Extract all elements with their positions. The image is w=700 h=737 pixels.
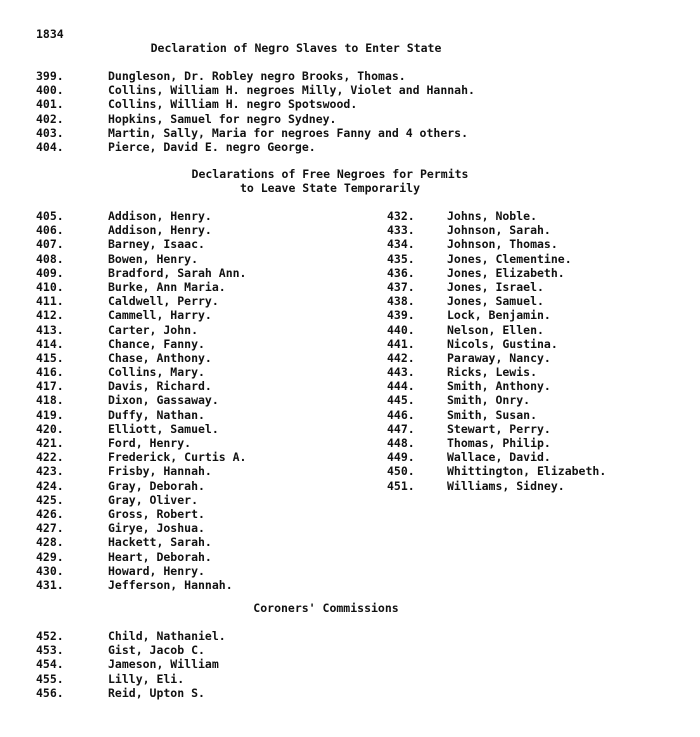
list-item [36,351,246,365]
list-item [36,479,246,493]
entry-number: 400. [36,83,64,98]
list-item [387,422,606,436]
entry-text: Heart, Deborah. [108,549,212,564]
list-item [387,280,606,294]
entry-text: Whittington, Elizabeth. [447,464,607,479]
section3-heading: Coroners' Commissions [253,601,399,615]
entry-number: 455. [36,671,64,686]
entry-number: 443. [387,365,415,380]
entry-number: 408. [36,251,64,266]
entry-number: 421. [36,436,64,450]
entry-text: Hopkins, Samuel for negro Sydney. [108,111,337,126]
entry-text: Paraway, Nancy. [447,350,551,365]
entry-text: Smith, Susan. [447,407,538,422]
entry-text: Burke, Ann Maria. [108,279,226,294]
list-item [387,464,606,478]
entry-text: Lilly, Eli. [108,671,185,686]
entry-number: 442. [387,350,415,365]
entry-text: Dungleson, Dr. Robley negro Brooks, Thomas. [108,69,406,83]
entry-text: Elliott, Samuel. [108,421,219,436]
list-item [36,126,475,140]
entry-text: Hackett, Sarah. [108,535,212,550]
entry-number: 403. [36,125,64,140]
list-item [36,564,246,578]
entry-number: 404. [36,139,64,154]
entry-number: 447. [387,421,415,436]
entry-text: Smith, Onry. [447,393,531,408]
entry-number: 440. [387,322,415,337]
entry-text: Pierce, David E. negro George. [108,139,316,154]
list-item [36,507,246,521]
list-item [36,408,246,422]
entry-text: Jones, Israel. [447,279,544,294]
entry-text: Jameson, William [108,657,219,672]
list-item [36,436,246,450]
entry-number: 444. [387,379,415,394]
list-item [36,643,226,657]
list-item [36,550,246,564]
list-item [36,422,246,436]
entry-number: 406. [36,223,64,238]
entry-text: Smith, Anthony. [447,379,551,394]
entry-number: 433. [387,223,415,238]
list-item [387,266,606,280]
entry-number: 446. [387,407,415,422]
entry-text: Child, Nathaniel. [108,629,226,643]
entry-text: Jefferson, Hannah. [108,577,233,592]
entry-number: 429. [36,549,64,564]
entry-text: Collins, William H. negroes Milly, Violet and Hannah. [108,83,475,98]
list-item [36,493,246,507]
entry-number: 426. [36,506,64,521]
entry-text: Duffy, Nathan. [108,407,205,422]
list-item [387,223,606,237]
entry-text: Martin, Sally, Maria for negroes Fanny and 4 others. [108,125,469,140]
list-item [36,672,226,686]
list-item [387,436,606,450]
entry-text: Johnson, Sarah. [447,223,551,238]
entry-number: 413. [36,322,64,337]
entry-text: Johnson, Thomas. [447,237,558,252]
list-item [36,280,246,294]
entry-number: 423. [36,464,64,479]
entry-text: Addison, Henry. [108,209,212,223]
entry-text: Addison, Henry. [108,223,212,238]
list-item [36,365,246,379]
entry-text: Jones, Clementine. [447,251,572,266]
list-item [36,464,246,478]
list-item [387,323,606,337]
entry-text: Gray, Oliver. [108,492,199,507]
entry-number: 453. [36,643,64,658]
list-item [36,140,475,154]
entry-number: 422. [36,450,64,465]
list-item [36,686,226,700]
list-item [36,209,246,223]
list-item [36,112,475,126]
entry-number: 416. [36,365,64,380]
entry-number: 402. [36,111,64,126]
entry-number: 454. [36,657,64,672]
entry-text: Barney, Isaac. [108,237,205,252]
list-item [36,535,246,549]
list-item [387,209,606,223]
list-item [36,629,226,643]
list-item [36,83,475,97]
entry-number: 409. [36,265,64,280]
list-item [387,237,606,251]
list-item [387,337,606,351]
entry-text: Chase, Anthony. [108,350,212,365]
entry-text: Davis, Richard. [108,379,212,394]
list-item [36,379,246,393]
entry-number: 451. [387,478,415,493]
list-item [387,393,606,407]
entry-number: 410. [36,279,64,294]
entry-text: Jones, Elizabeth. [447,265,565,280]
list-item [36,237,246,251]
entry-number: 435. [387,251,415,266]
entry-number: 424. [36,478,64,493]
section2-left-list [36,209,246,592]
entry-number: 419. [36,407,64,422]
list-item [387,408,606,422]
list-item [36,337,246,351]
entry-number: 437. [387,279,415,294]
list-item [36,97,475,111]
entry-number: 432. [387,209,415,223]
section1-list [36,69,475,154]
entry-text: Lock, Benjamin. [447,308,551,323]
entry-number: 417. [36,379,64,394]
page-year: 1834 [36,27,64,41]
entry-number: 434. [387,237,415,252]
entry-text: Jones, Samuel. [447,294,544,309]
section2-right-list [387,209,606,493]
list-item [36,521,246,535]
entry-number: 425. [36,492,64,507]
entry-number: 427. [36,521,64,536]
entry-text: Collins, William H. negro Spotswood. [108,97,358,112]
entry-text: Thomas, Philip. [447,436,551,450]
entry-number: 428. [36,535,64,550]
section3-list [36,629,226,700]
entry-text: Ricks, Lewis. [447,365,538,380]
entry-text: Collins, Mary. [108,365,205,380]
list-item [387,450,606,464]
section2-heading-line2: to Leave State Temporarily [239,181,420,195]
entry-text: Williams, Sidney. [447,478,565,493]
entry-number: 438. [387,294,415,309]
list-item [387,308,606,322]
section1-heading: Declaration of Negro Slaves to Enter State [150,41,442,55]
entry-number: 445. [387,393,415,408]
list-item [387,351,606,365]
entry-number: 411. [36,294,64,309]
entry-number: 414. [36,336,64,351]
list-item [36,323,246,337]
entry-text: Johns, Noble. [447,209,538,223]
section2-heading-line1: Declarations of Free Negroes for Permits [191,167,469,181]
entry-text: Ford, Henry. [108,436,192,450]
entry-text: Chance, Fanny. [108,336,205,351]
entry-text: Reid, Upton S. [108,685,205,700]
entry-text: Nicols, Gustina. [447,336,558,351]
entry-text: Bradford, Sarah Ann. [108,265,247,280]
entry-text: Frederick, Curtis A. [108,450,247,465]
list-item [387,365,606,379]
entry-number: 449. [387,450,415,465]
entry-number: 439. [387,308,415,323]
list-item [387,479,606,493]
entry-text: Girye, Joshua. [108,521,205,536]
entry-text: Bowen, Henry. [108,251,199,266]
entry-number: 441. [387,336,415,351]
entry-number: 430. [36,563,64,578]
entry-text: Gist, Jacob C. [108,643,205,658]
entry-number: 418. [36,393,64,408]
entry-number: 448. [387,436,415,450]
list-item [387,294,606,308]
entry-text: Howard, Henry. [108,563,205,578]
list-item [36,294,246,308]
entry-number: 431. [36,577,64,592]
entry-text: Carter, John. [108,322,199,337]
entry-number: 415. [36,350,64,365]
list-item [36,266,246,280]
list-item [36,450,246,464]
entry-number: 456. [36,685,64,700]
list-item [387,379,606,393]
list-item [36,657,226,671]
entry-number: 436. [387,265,415,280]
list-item [36,69,475,83]
list-item [387,252,606,266]
list-item [36,578,246,592]
entry-number: 399. [36,69,64,83]
entry-text: Stewart, Perry. [447,421,551,436]
entry-number: 412. [36,308,64,323]
entry-number: 420. [36,421,64,436]
list-item [36,252,246,266]
entry-text: Gray, Deborah. [108,478,205,493]
entry-number: 450. [387,464,415,479]
entry-number: 405. [36,209,64,223]
list-item [36,308,246,322]
entry-text: Wallace, David. [447,450,551,465]
entry-text: Caldwell, Perry. [108,294,219,309]
entry-text: Nelson, Ellen. [447,322,544,337]
entry-number: 452. [36,629,64,643]
list-item [36,223,246,237]
entry-text: Dixon, Gassaway. [108,393,219,408]
entry-text: Frisby, Hannah. [108,464,212,479]
list-item [36,393,246,407]
entry-number: 407. [36,237,64,252]
entry-text: Gross, Robert. [108,506,205,521]
entry-text: Cammell, Harry. [108,308,212,323]
entry-number: 401. [36,97,64,112]
